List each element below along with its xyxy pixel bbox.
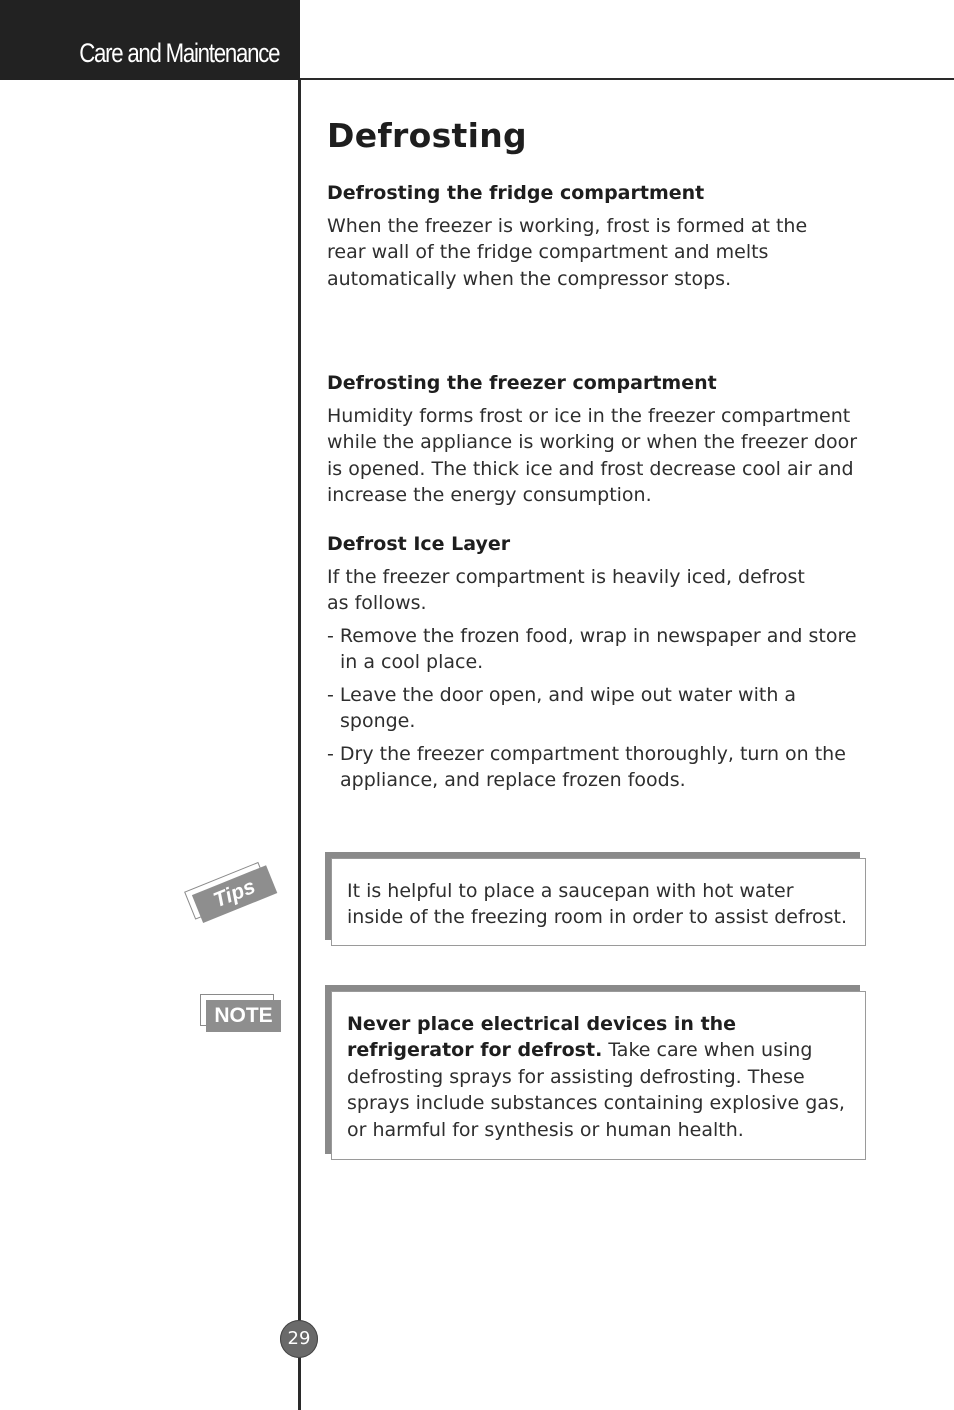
note-text: Take care when using defrosting sprays for assisting defrosting. These sprays include substances containing explosive gas, or harmful for synthesis or human health. [347,1039,845,1141]
tips-badge [189,864,274,922]
tips-text: It is helpful to place a saucepan with hot water inside of the freezing room in order to assist defrost. [331,858,866,946]
freezer-body: Humidity forms frost or ice in the freezer compartment while the appliance is working or when the freezer door is opened. The thick ice and frost decrease cool air and increase the energy consumption. [327,405,858,507]
page-number: 29 [280,1320,318,1358]
section-title: Care and Maintenance [79,38,279,68]
freezer-heading: Defrosting the freezer compartment [327,372,717,394]
note-callout [325,985,866,1160]
fridge-body: When the freezer is working, frost is formed at the rear wall of the fridge compartment and melts automatically when the compressor stops. [327,215,808,290]
tips-callout [325,852,866,946]
margin-rule [298,80,301,1410]
step-item: - Dry the freezer compartment thoroughly, turn on the appliance, and replace frozen foods. [327,743,846,792]
tips-badge-label: Tips [192,865,277,923]
fridge-heading: Defrosting the fridge compartment [327,182,705,204]
note-warning: Never place electrical devices in the refrigerator for defrost. [347,1013,737,1062]
step-item: - Remove the frozen food, wrap in newspaper and store in a cool place. [327,625,857,674]
note-badge-label: NOTE [206,1000,281,1032]
page-title: Defrosting [327,116,527,155]
step-item: - Leave the door open, and wipe out water with a sponge. [327,684,797,733]
note-badge [200,994,280,1032]
ice-layer-heading: Defrost Ice Layer [327,533,511,555]
ice-layer-intro: If the freezer compartment is heavily iced, defrost as follows. [327,566,805,615]
note-box [331,991,866,1160]
header-rule [300,78,954,80]
